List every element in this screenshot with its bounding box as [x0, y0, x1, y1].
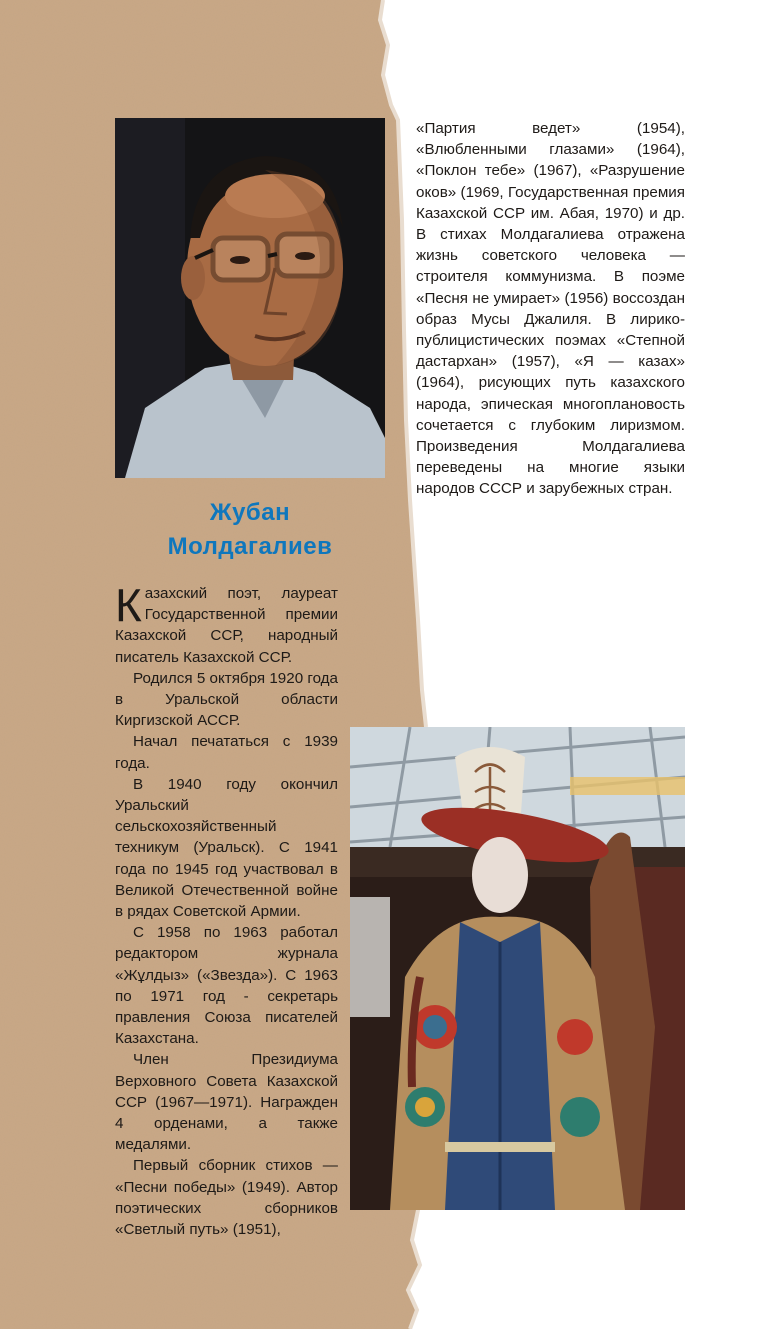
kazakh-costume-photo	[350, 727, 685, 1210]
bio-paragraph-4: В 1940 году окончил Уральский сельскохозяйственный техникум (Уральск). С 1941 года по 1945 год участвовал в Великой Отечественной войне в рядах Советской Армии.	[115, 775, 338, 921]
bio-paragraph-2: Родился 5 октября 1920 года в Уральской области Киргизской АССР.	[115, 669, 338, 730]
bio-paragraph-7: Первый сборник стихов — «Песни победы» (1949). Автор поэтических сборников «Светлый путь» (1951),	[115, 1157, 338, 1239]
title-line-first-name: Жубан	[209, 499, 291, 526]
bio-paragraph-6: Член Президиума Верховного Совета Казахской ССР (1967—1971). Награжден 4 орденами, а также медалями.	[115, 1051, 338, 1154]
bio-paragraph-1	[115, 579, 338, 668]
author-portrait-photo	[115, 118, 385, 478]
bio-paragraph-1-text: азахский поэт, лауреат Государственной премии Казахской ССР, народный писатель Казахской ССР.	[115, 585, 338, 666]
biography-right-column	[416, 118, 685, 500]
biography-left-column	[115, 579, 338, 1240]
bio-paragraph-5: С 1958 по 1963 работал редактором журнала «Жұлдыз» («Звезда»). С 1963 по 1971 год - секретарь правления Союза писателей Казахстана.	[115, 924, 338, 1048]
bio-paragraph-3: Начал печататься с 1939 года.	[115, 733, 338, 772]
bio-continuation-paragraph: «Партия ведет» (1954), «Влюбленными глазами» (1964), «Поклон тебе» (1967), «Разрушение оков» (1969, Государственная премия Казахской ССР им. Абая, 1970) и др. В стихах Молдагалиева отражена жизнь советского человека — строителя коммунизма. В поэме «Песня не умирает» (1956) воссоздан образ Мусы Джалиля. В лирико-публицистических поэмах «Степной дастархан» (1957), «Я — казах» (1964), рисующих путь казахского народа, эпическая многоплановость сочетается с глубоким лиризмом. Произведения Молдагалиева переведены на многие языки народов СССР и зарубежных стран.	[416, 120, 685, 498]
drop-cap-letter: К	[115, 579, 142, 631]
author-name-title	[115, 496, 385, 564]
title-line-surname: Молдагалиев	[167, 533, 333, 560]
